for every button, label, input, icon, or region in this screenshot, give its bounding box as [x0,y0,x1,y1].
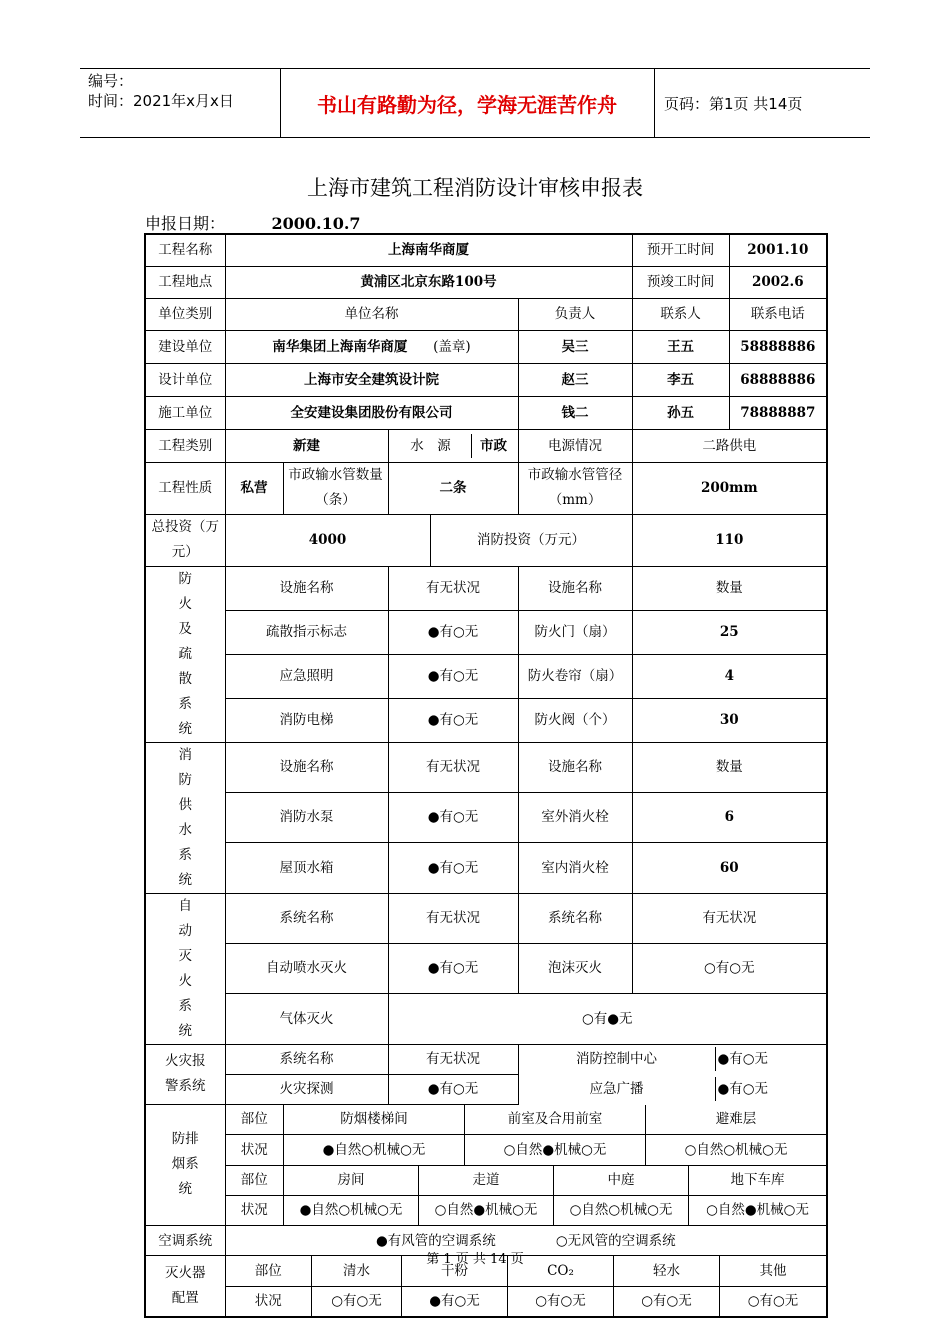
column-header: 系统名称 [225,893,388,943]
table-row [145,298,827,330]
table-row [145,266,827,298]
facility-name: 应急照明 [225,654,388,698]
cell-label: 预竣工时间 [632,266,729,298]
facility-status: ●有○无 [388,843,518,893]
cell-label: 总投资（万元） [145,514,225,566]
system-name: 消防控制中心 [519,1047,716,1071]
cell-label: 工程性质 [145,462,225,514]
system-name: 泡沫灭火 [518,943,632,993]
smoke-table [226,1105,827,1165]
column-header: 有无状况 [388,893,518,943]
unit-contact: 王五 [632,330,729,363]
smoke-status: ○自然●机械○无 [419,1195,554,1225]
water-source-value: 市政 [471,434,516,458]
unit-phone: 78888887 [729,396,827,429]
column-header: CO₂ [508,1256,614,1286]
section-label: 防火及疏散系统 [145,566,225,742]
header-meta [88,71,234,111]
section-label: 消防供水系统 [145,742,225,893]
column-header: 联系电话 [729,298,827,330]
pipes-value: 二条 [388,462,518,514]
cell-label: 电源情况 [518,429,632,462]
ac-option-ducted: ●有风管的空调系统 [375,1232,496,1249]
seal-label: (盖章) [433,338,471,355]
smoke-status: ○自然○机械○无 [554,1195,689,1225]
table-row [145,363,827,396]
table-row [145,994,827,1044]
column-header: 设施名称 [225,566,388,610]
part-label: 部位 [226,1256,312,1286]
table-row [145,514,827,566]
system-name: 自动喷水灭火 [225,943,388,993]
column-header: 有无状况 [388,1044,518,1074]
facility-name: 屋顶水箱 [225,843,388,893]
diameter-value: 200mm [632,462,827,514]
column-header: 有无状况 [632,893,827,943]
column-header: 系统名称 [225,1044,388,1074]
table-row [145,396,827,429]
table-row [145,843,827,893]
control-center-table [519,1047,769,1071]
status-label: 状况 [226,1135,284,1165]
section-label: 空调系统 [145,1226,225,1256]
unit-head: 钱二 [518,396,632,429]
column-header: 单位类别 [145,298,225,330]
system-status: ○有●无 [388,994,827,1044]
facility-name: 防火门（扇） [518,610,632,654]
column-header: 设施名称 [225,742,388,792]
water-source-pair [391,434,516,458]
column-header: 干粉 [402,1256,508,1286]
unit-head: 吴三 [518,330,632,363]
section-label: 防排烟系统 [145,1104,225,1226]
facility-count: 6 [632,792,827,842]
report-date-label: 申报日期： [145,214,226,233]
page-header [80,68,870,138]
table-row [145,234,827,266]
motto: 书山有路勤为径，学海无涯苦作舟 [317,93,617,117]
column-header: 联系人 [632,298,729,330]
power-value: 二路供电 [632,429,827,462]
project-finish: 2002.6 [729,266,827,298]
system-status: ○有○无 [632,943,827,993]
header-divider [654,69,655,137]
column-header: 地下车库 [689,1165,827,1195]
cell-label: 工程类别 [145,429,225,462]
cell-label [388,429,518,462]
facility-name: 室外消火栓 [518,792,632,842]
section-label: 灭火器配置 [145,1256,225,1318]
page-footer: 第 1 页 共 14 页 [426,1252,524,1267]
smoke-grid [225,1104,827,1226]
column-header: 房间 [284,1165,419,1195]
unit-name [225,330,518,363]
unit-type: 建设单位 [145,330,225,363]
column-header: 有无状况 [388,566,518,610]
column-header: 设施名称 [518,566,632,610]
cell-label: 工程名称 [145,234,225,266]
extinguisher-status: ○有○无 [614,1286,720,1316]
status-label: 状况 [226,1195,284,1225]
system-name: 应急广播 [519,1077,716,1101]
extinguisher-status: ●有○无 [402,1286,508,1316]
report-date-value: 2000.10.7 [227,214,405,234]
column-header: 防烟楼梯间 [284,1105,465,1135]
column-header: 系统名称 [518,893,632,943]
broadcast-pair [518,1074,769,1104]
application-form-table [144,233,828,1318]
table-row [145,742,827,792]
column-header: 其他 [720,1256,827,1286]
facility-name: 疏散指示标志 [225,610,388,654]
table-row [145,1074,827,1104]
smoke-table-2 [226,1165,827,1226]
unit-type: 施工单位 [145,396,225,429]
facility-count: 4 [632,654,827,698]
cell-label: 预开工时间 [632,234,729,266]
cell-label: 市政输水管数量（条） [283,462,388,514]
part-label: 部位 [226,1105,284,1135]
facility-name: 防火阀（个） [518,698,632,742]
fire-investment: 110 [632,514,827,566]
report-date [145,211,405,234]
cell-label: 消防投资（万元） [430,514,632,566]
part-label: 部位 [226,1165,284,1195]
facility-name: 室内消火栓 [518,843,632,893]
total-investment: 4000 [225,514,430,566]
system-status: ●有○无 [388,943,518,993]
facility-name: 消防水泵 [225,792,388,842]
column-header: 中庭 [554,1165,689,1195]
facility-status: ●有○无 [388,610,518,654]
system-status: ●有○无 [715,1077,729,1101]
facility-status: ●有○无 [388,792,518,842]
system-status: ●有○无 [388,1074,518,1104]
smoke-status: ○自然○机械○无 [646,1135,827,1165]
control-center-pair [518,1044,769,1074]
column-header: 清水 [312,1256,402,1286]
cell-label: 工程地点 [145,266,225,298]
column-header: 设施名称 [518,742,632,792]
status-label: 状况 [226,1286,312,1316]
column-header: 负责人 [518,298,632,330]
table-row [145,330,827,363]
facility-status: ●有○无 [388,698,518,742]
column-header: 前室及合用前室 [465,1105,646,1135]
system-name: 气体灭火 [225,994,388,1044]
category-value: 新建 [225,429,388,462]
table-row [145,698,827,742]
extinguisher-status: ○有○无 [312,1286,402,1316]
column-header: 轻水 [614,1256,720,1286]
section-label: 火灾报警系统 [145,1044,225,1104]
unit-contact: 李五 [632,363,729,396]
unit-phone: 68888886 [729,363,827,396]
unit-type: 设计单位 [145,363,225,396]
project-start: 2001.10 [729,234,827,266]
section-label: 自动灭火系统 [145,893,225,1044]
unit-head: 赵三 [518,363,632,396]
column-header: 数量 [632,566,827,610]
cell-label: 水 源 [391,434,472,458]
system-name: 火灾探测 [225,1074,388,1104]
table-row [145,654,827,698]
time-label: 时间：2021年x月x日 [88,92,234,110]
facility-name: 防火卷帘（扇） [518,654,632,698]
column-header: 避难层 [646,1105,827,1135]
unit-name: 上海市安全建筑设计院 [225,363,518,396]
form-title: 上海市建筑工程消防设计审核申报表 [307,176,643,200]
extinguisher-status: ○有○无 [508,1286,614,1316]
number-label: 编号： [88,72,134,90]
table-row [145,943,827,993]
ac-option-ductless: ○无风管的空调系统 [555,1232,676,1249]
column-header: 走道 [419,1165,554,1195]
facility-count: 30 [632,698,827,742]
extinguisher-status: ○有○无 [720,1286,827,1316]
cell-label: 市政输水管管径（mm） [518,462,632,514]
table-row [145,566,827,610]
system-status: ●有○无 [715,1047,729,1071]
column-header: 数量 [632,742,827,792]
project-name: 上海南华商厦 [225,234,632,266]
project-location: 黄浦区北京东路100号 [225,266,632,298]
facility-count: 60 [632,843,827,893]
page-label: 页码：第1页 共14页 [664,95,803,113]
unit-name: 全安建设集团股份有限公司 [225,396,518,429]
table-row [145,893,827,943]
smoke-status: ○自然●机械○无 [465,1135,646,1165]
unit-name-text: 南华集团上海南华商厦 [272,338,408,355]
table-row [145,792,827,842]
table-row [145,610,827,654]
unit-contact: 孙五 [632,396,729,429]
smoke-status: ○自然●机械○无 [689,1195,827,1225]
facility-status: ●有○无 [388,654,518,698]
facility-name: 消防电梯 [225,698,388,742]
broadcast-table [519,1077,769,1101]
smoke-status: ●自然○机械○无 [284,1195,419,1225]
column-header: 单位名称 [225,298,518,330]
smoke-status: ●自然○机械○无 [284,1135,465,1165]
table-row [145,429,827,462]
nature-value: 私营 [225,462,283,514]
unit-phone: 58888886 [729,330,827,363]
facility-count: 25 [632,610,827,654]
table-row [145,1044,827,1074]
column-header: 有无状况 [388,742,518,792]
table-row [145,462,827,514]
